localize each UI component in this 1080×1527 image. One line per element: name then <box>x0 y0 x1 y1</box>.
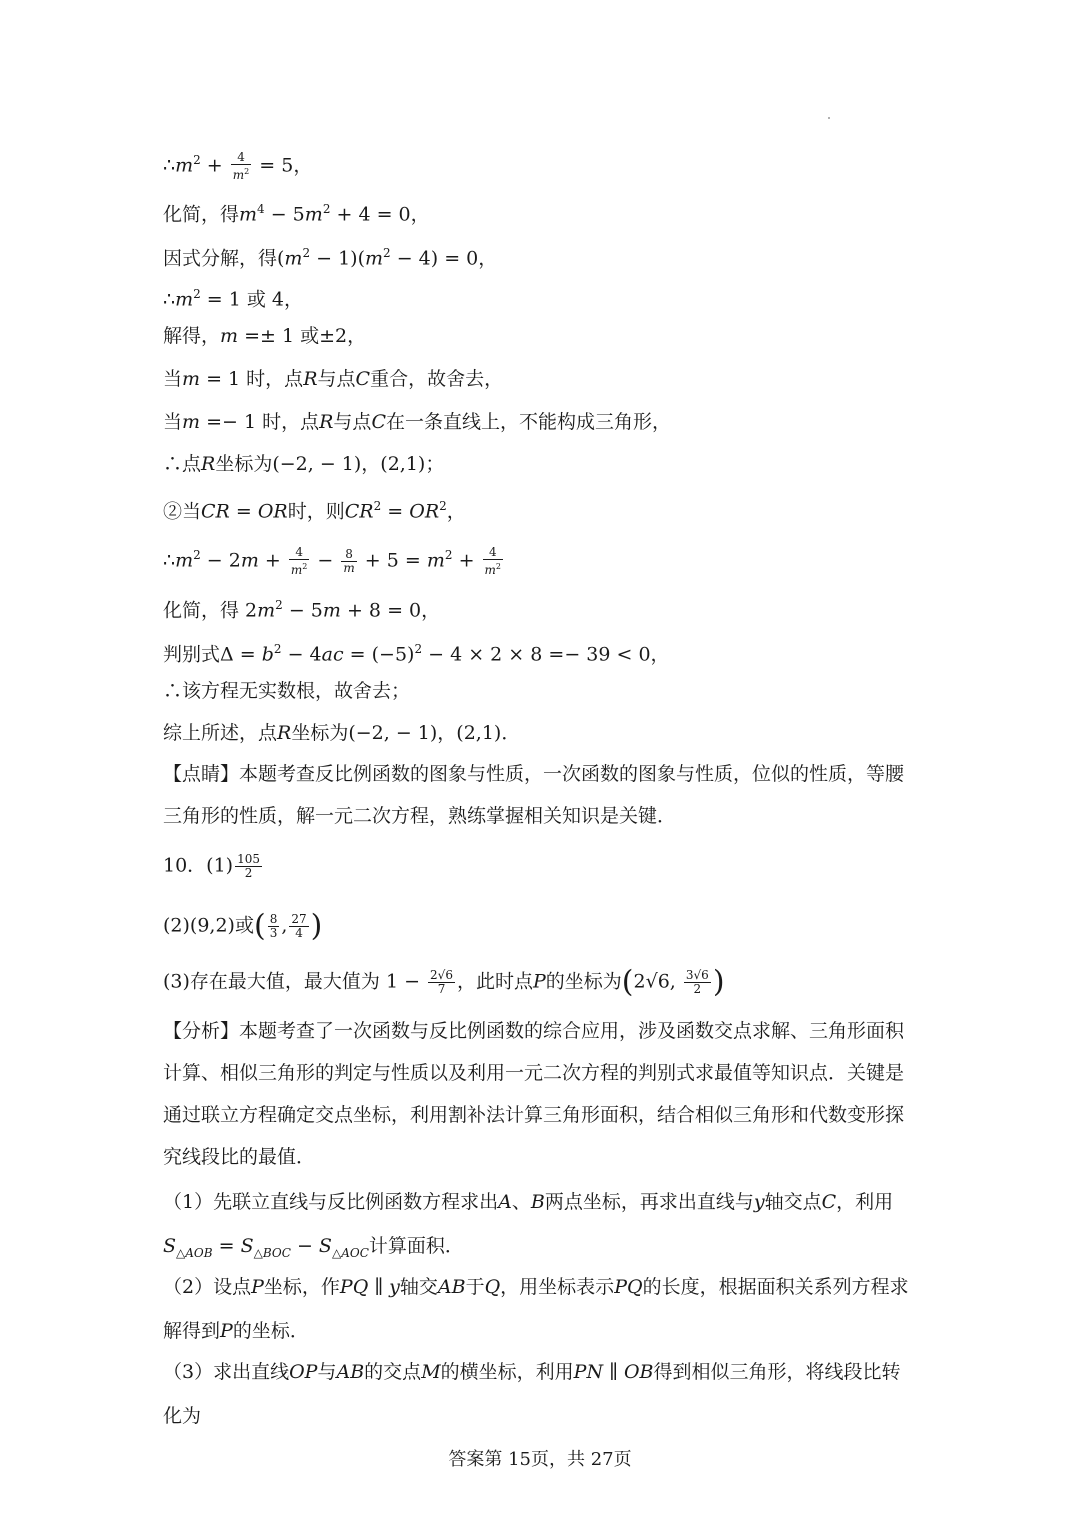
fenxi-analysis: 【分析】本题考查了一次函数与反比例函数的综合应用，涉及函数交点求解、三角形面积计算、相似三角形的判定与性质以及利用一元二次方程的判别式求最值等知识点．关键是通过联立方程确定交点坐标，利用割补法计算三角形面积，结合相似三角形和代数变形探究线段比的最值． <box>163 1020 905 1168</box>
q10-part2: (2)(9,2)或( $\frac{8}{3}$ , $\frac{27}{4}$ ) <box>163 908 323 944</box>
line-7: 当m =− 1 时，点R与点C在一条直线上，不能构成三角形， <box>163 411 671 433</box>
line-6: 当m = 1 时，点R与点C重合，故舍去， <box>163 368 504 390</box>
line-14: 综上所述，点R坐标为(−2, − 1)，(2,1)． <box>163 722 521 744</box>
scan-dot <box>828 117 830 119</box>
line-8: ∴点R坐标为(−2, − 1)，(2,1)； <box>163 453 445 475</box>
dianjing-note: 【点睛】本题考查反比例函数的图象与性质，一次函数的图象与性质，位似的性质，等腰三角形的性质，解一元二次方程，熟练掌握相关知识是关键． <box>163 763 905 827</box>
line-13: ∴该方程无实数根，故舍去； <box>163 680 411 702</box>
step-1: （1）先联立直线与反比例函数方程求出A、B两点坐标，再求出直线与y轴交点C，利用$S_{\triangle AOB} = S_{\triangle BOC} - S_{\triangle AOC}$计算面积． <box>163 1191 894 1260</box>
line-2: 化简，得$m^4 - 5m^2 + 4 = 0$， <box>163 202 430 226</box>
q10-part1: 10．(1) $\frac{105}{2}$ <box>163 852 260 880</box>
line-10: $\therefore m^2 - 2m$ + $\frac{4}{m^2}$ − $\frac{8}{m}$ + $5 = m^2$ + $\frac{4}{m^2}$ <box>163 544 502 577</box>
q10-part3: (3)存在最大值，最大值为 1 − $\frac{2√6}{7}$ ，此时点P的坐标为(2√6, $\frac{3√6}{2}$ ) <box>163 964 725 1000</box>
line-12: 判别式$\Delta = b^2 - 4ac = (-5)^2 - 4 \times 2 \times 8 =- 39 < 0$， <box>163 642 670 666</box>
step-3: （3）求出直线OP与AB的交点M的横坐标，利用PN ∥ OB得到相似三角形，将线段比转化为 <box>163 1361 901 1427</box>
page-footer: 答案第 15页，共 27页 <box>448 1449 632 1470</box>
line-1: $\therefore m^2$ + $\frac{4}{m^2}$ = 5， <box>163 149 313 182</box>
line-11: 化简，得 $2m^2 - 5m + 8 = 0$， <box>163 598 441 622</box>
line-4: $\therefore m^2 = 1$ 或 4， <box>163 287 304 311</box>
step-2: （2）设点P坐标，作PQ ∥ y轴交AB于Q，用坐标表示PQ的长度，根据面积关系列方程求解得到P的坐标． <box>163 1276 909 1342</box>
line-5: 解得，m =± 1 或±2， <box>163 325 367 347</box>
line-3: 因式分解，得$(m^2 - 1)(m^2 - 4) = 0$， <box>163 246 498 270</box>
line-9: ②当CR = OR时，则$CR^2 = OR^2$， <box>163 499 466 523</box>
